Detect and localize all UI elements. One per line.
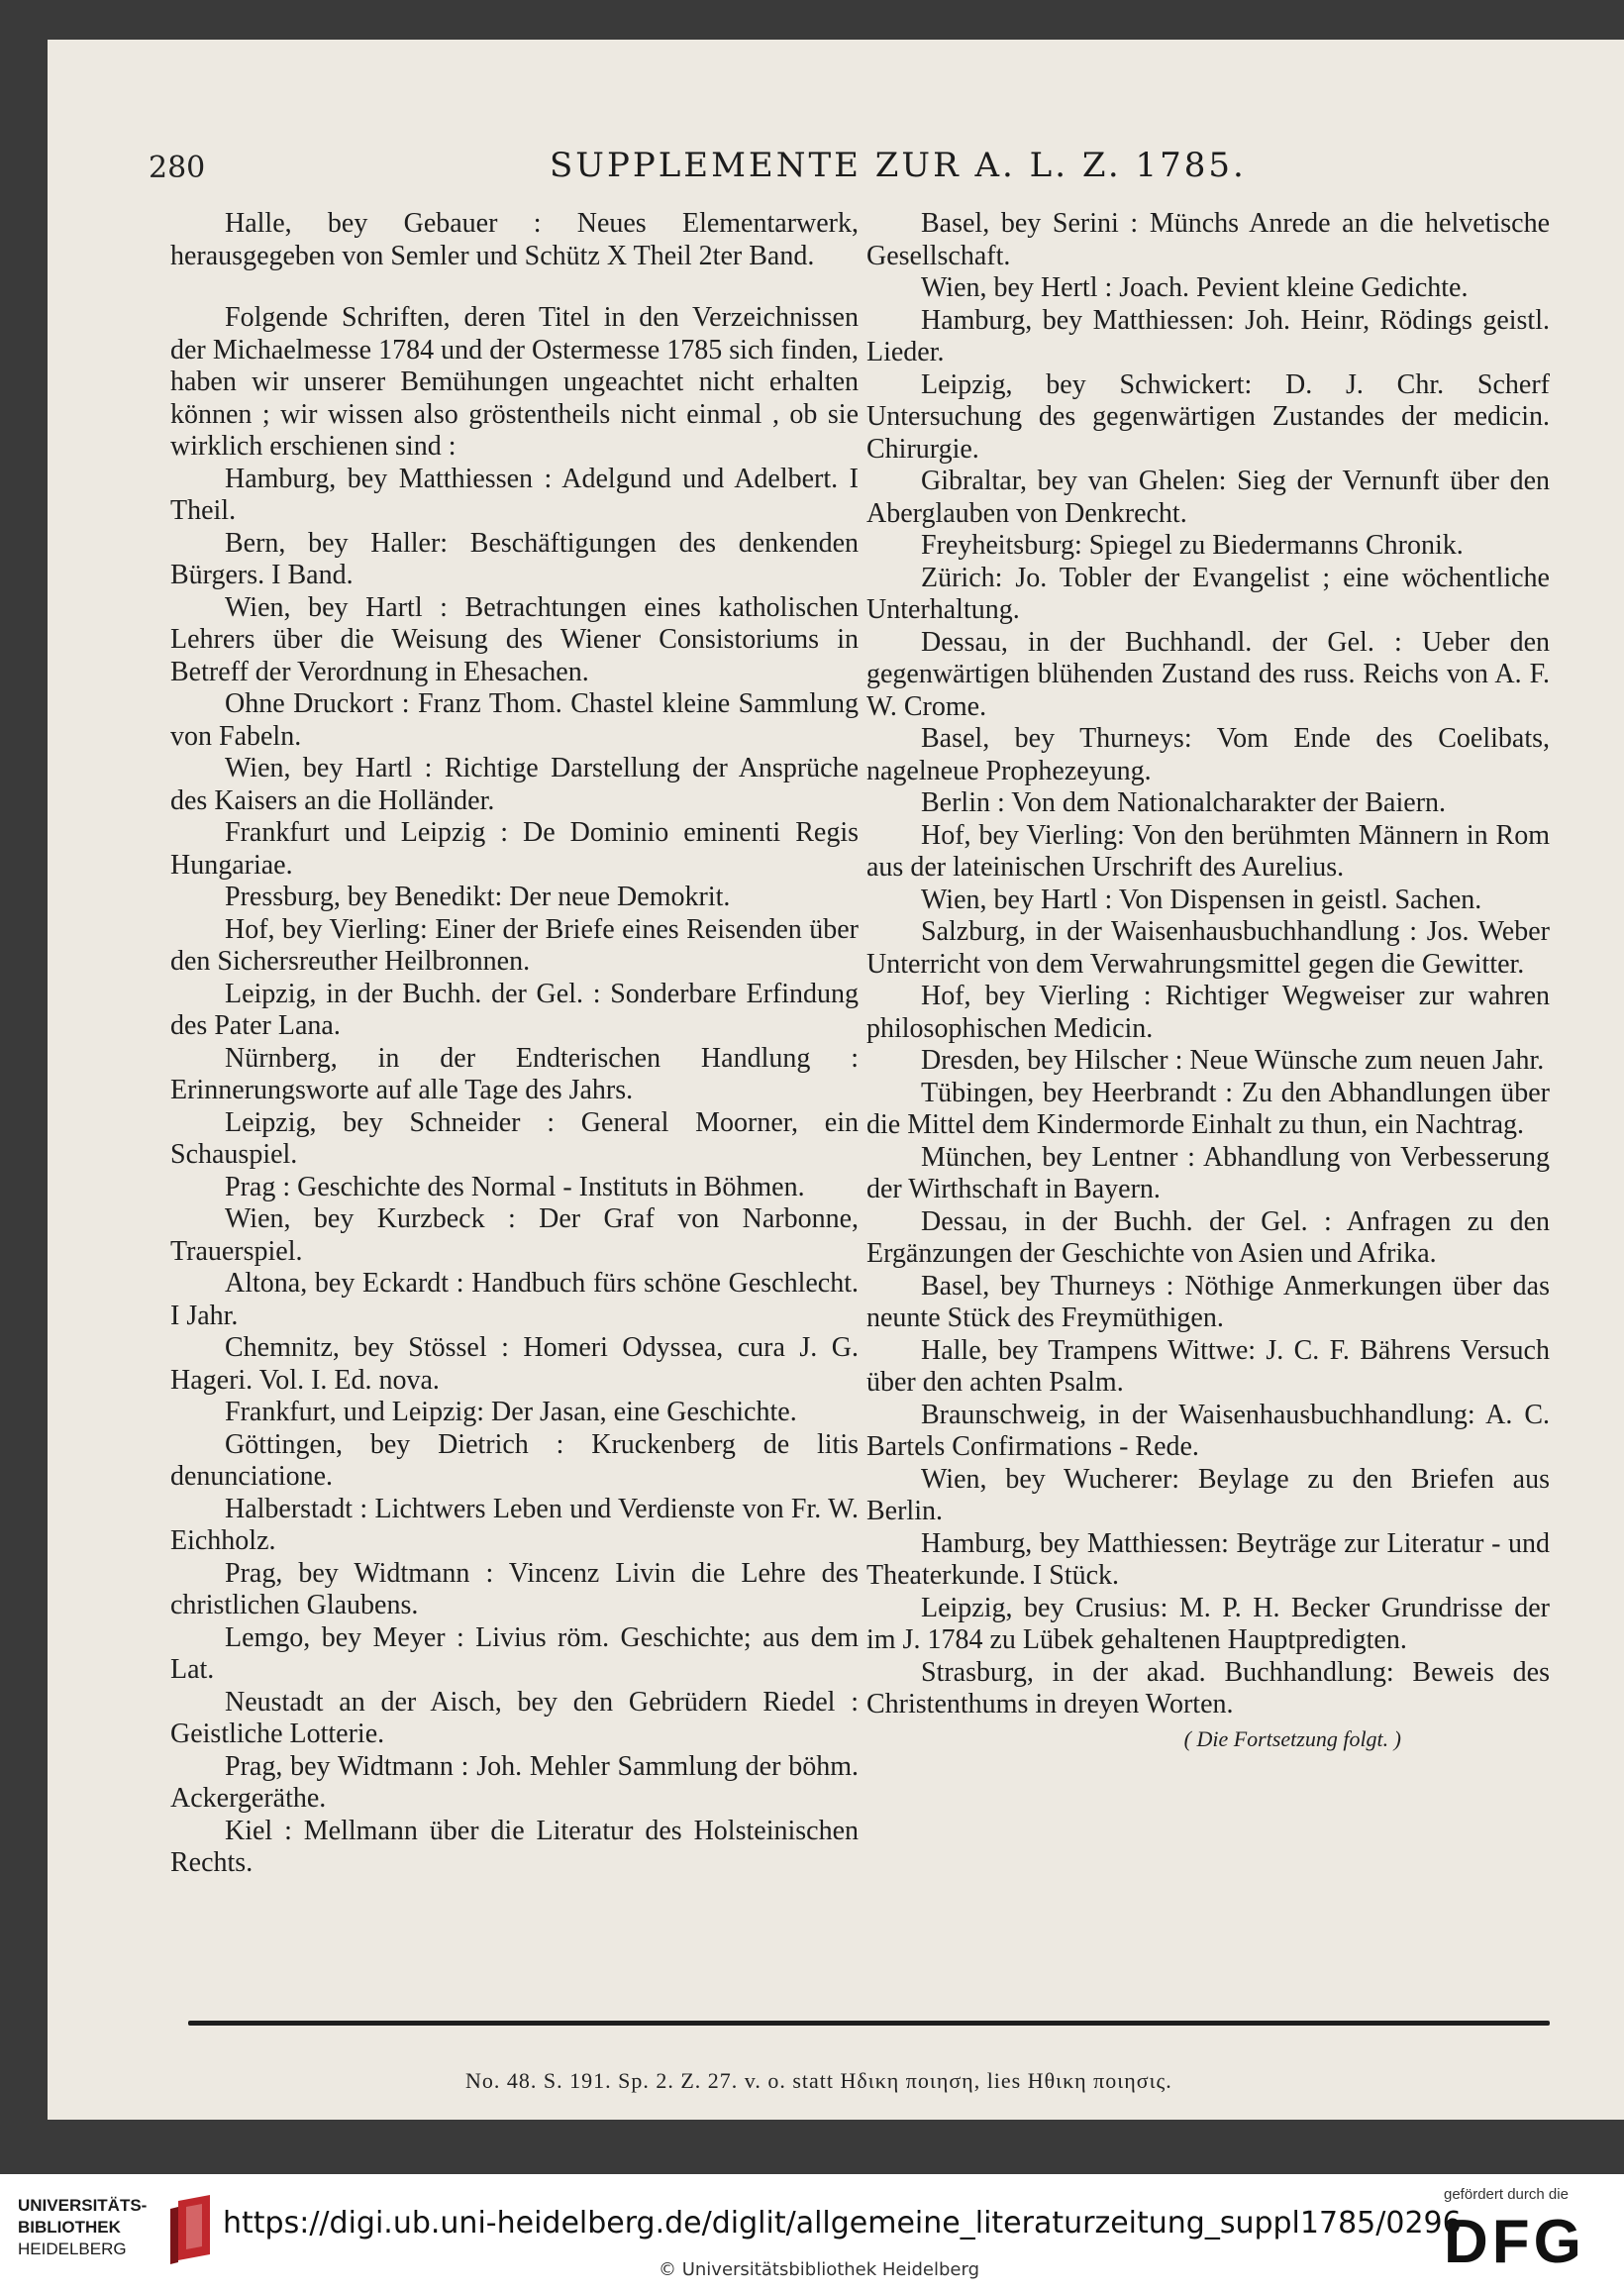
catalog-entry: Wien, bey Kurzbeck : Der Graf von Narbonne, Trauerspiel.: [170, 1203, 859, 1267]
catalog-entry: Wien, bey Hertl : Joach. Pevient kleine Gedichte.: [921, 272, 1469, 303]
catalog-entry: Hof, bey Vierling: Von den berühmten Männern in Rom aus der lateinischen Urschrift des Aurelius.: [866, 819, 1550, 883]
catalog-entry: Tübingen, bey Heerbrandt : Zu den Abhandlungen über die Mittel dem Kindermorde Einhalt zu thun, ein Nachtrag.: [866, 1077, 1550, 1140]
catalog-entry: Leipzig, bey Schwickert: D. J. Chr. Scherf Untersuchung des gegenwärtigen Zustandes der medicin. Chirurgie.: [866, 368, 1550, 465]
right-column: [866, 208, 1550, 1755]
catalog-entry: Braunschweig, in der Waisenhausbuchhandlung: A. C. Bartels Confirmations - Rede.: [866, 1399, 1550, 1462]
catalog-entry: Nürnberg, in der Endterischen Handlung : Erinnerungsworte auf alle Tage des Jahrs.: [170, 1042, 859, 1105]
catalog-entry: Halle, bey Gebauer : Neues Elementarwerk, herausgegeben von Semler und Schütz X Theil 2ter Band.: [170, 208, 859, 271]
running-head: SUPPLEMENTE ZUR A. L. Z. 1785.: [550, 146, 1247, 185]
catalog-entry: Hamburg, bey Matthiessen: Joh. Heinr, Rödings geistl. Lieder.: [866, 304, 1550, 367]
catalog-entry: Halle, bey Trampens Wittwe: J. C. F. Bährens Versuch über den achten Psalm.: [866, 1334, 1550, 1398]
catalog-entry: Dresden, bey Hilscher : Neue Wünsche zum neuen Jahr.: [921, 1045, 1545, 1076]
catalog-entry: Basel, bey Thurneys: Vom Ende des Coelibats, nagelneue Prophezeyung.: [866, 723, 1550, 786]
catalog-entry: Hamburg, bey Matthiessen: Beyträge zur Literatur - und Theaterkunde. I Stück.: [866, 1527, 1550, 1591]
catalog-entry: Gibraltar, bey van Ghelen: Sieg der Vernunft über den Aberglauben von Denkrecht.: [866, 466, 1550, 529]
copyright-text: © Universitätsbibliothek Heidelberg: [659, 2259, 980, 2280]
catalog-entry: Folgende Schriften, deren Titel in den Verzeichnissen der Michaelmesse 1784 und der Ostermesse 1785 sich finden, haben wir unserer Bemühungen ungeachtet nicht erhalten können ; wir wissen also gröstentheils nicht einmal , ob sie wirklich erschienen sind :: [170, 302, 859, 462]
library-emblem-icon: [166, 2193, 224, 2264]
erratum-note: No. 48. S. 191. Sp. 2. Z. 27. v. o. statt Ηδικη ποιηση, lies Ηθικη ποιησις.: [465, 2068, 1172, 2093]
library-name: UNIVERSITÄTS-BIBLIOTHEK: [18, 2196, 148, 2237]
catalog-entry: Zürich: Jo. Tobler der Evangelist ; eine wöchentliche Unterhaltung.: [866, 562, 1550, 625]
catalog-entry: Wien, bey Wucherer: Beylage zu den Briefen aus Berlin.: [866, 1463, 1550, 1526]
catalog-entry: Leipzig, bey Crusius: M. P. H. Becker Grundrisse der im J. 1784 zu Lübek gehaltenen Hauptpredigten.: [866, 1592, 1550, 1655]
catalog-entry: Dessau, in der Buchh. der Gel. : Anfragen zu den Ergänzungen der Geschichte von Asien und Afrika.: [866, 1205, 1550, 1269]
catalog-entry: Prag, bey Widtmann : Vincenz Livin die Lehre des christlichen Glaubens.: [170, 1557, 859, 1620]
catalog-entry: Wien, bey Hartl : Betrachtungen eines katholischen Lehrers über die Weisung des Wiener Consistoriums in Betreff der Verordnung in Ehesachen.: [170, 591, 859, 687]
catalog-entry: Bern, bey Haller: Beschäftigungen des denkenden Bürgers. I Band.: [170, 527, 859, 590]
catalog-entry: Neustadt an der Aisch, bey den Gebrüdern Riedel : Geistliche Lotterie.: [170, 1686, 859, 1749]
viewer-footer: [0, 2174, 1624, 2293]
permalink-url[interactable]: https://digi.ub.uni-heidelberg.de/diglit/allgemeine_literaturzeitung_suppl1785/0296: [223, 2206, 1462, 2241]
catalog-entry: Hof, bey Vierling : Richtiger Wegweiser zur wahren philosophischen Medicin.: [866, 981, 1550, 1044]
dfg-logo: DFG: [1444, 2208, 1585, 2276]
catalog-entry: Ohne Druckort : Franz Thom. Chastel kleine Sammlung von Fabeln.: [170, 688, 859, 752]
library-city: HEIDELBERG: [18, 2240, 127, 2258]
catalog-entry: Leipzig, in der Buchh. der Gel. : Sonderbare Erfindung des Pater Lana.: [170, 978, 859, 1041]
funding-label: gefördert durch die: [1444, 2186, 1569, 2203]
catalog-entry: Salzburg, in der Waisenhausbuchhandlung : Jos. Weber Unterricht von dem Verwahrungsmittel gegen die Gewitter.: [866, 916, 1550, 980]
catalog-entry: Berlin : Von dem Nationalcharakter der Baiern.: [921, 787, 1447, 818]
catalog-entry: Dessau, in der Buchhandl. der Gel. : Ueber den gegenwärtigen blühenden Zustand des russ. Reichs von A. F. W. Crome.: [866, 626, 1550, 722]
catalog-entry: Frankfurt und Leipzig : De Dominio eminenti Regis Hungariae.: [170, 817, 859, 881]
catalog-entry: Pressburg, bey Benedikt: Der neue Demokrit.: [225, 882, 731, 912]
catalog-entry: Hof, bey Vierling: Einer der Briefe eines Reisenden über den Sichersreuther Heilbronnen.: [170, 913, 859, 977]
catalog-entry: Lemgo, bey Meyer : Livius röm. Geschichte; aus dem Lat.: [170, 1621, 859, 1685]
page-number: 280: [149, 151, 206, 185]
catalog-entry: München, bey Lentner : Abhandlung von Verbesserung der Wirthschaft in Bayern.: [866, 1141, 1550, 1204]
catalog-entry: Prag, bey Widtmann : Joh. Mehler Sammlung der böhm. Ackergeräthe.: [170, 1750, 859, 1814]
catalog-entry: Chemnitz, bey Stössel : Homeri Odyssea, cura J. G. Hageri. Vol. I. Ed. nova.: [170, 1332, 859, 1396]
catalog-entry: Strasburg, in der akad. Buchhandlung: Beweis des Christenthums in dreyen Worten.: [866, 1656, 1550, 1720]
catalog-entry: Prag : Geschichte des Normal - Instituts in Böhmen.: [225, 1171, 805, 1202]
continuation-note: ( Die Fortsetzung folgt. ): [1183, 1725, 1401, 1751]
catalog-entry: Basel, bey Serini : Münchs Anrede an die helvetische Gesellschaft.: [866, 208, 1550, 271]
catalog-entry: Halberstadt : Lichtwers Leben und Verdienste von Fr. W. Eichholz.: [170, 1493, 859, 1556]
catalog-entry: Wien, bey Hartl : Von Dispensen in geistl. Sachen.: [921, 884, 1482, 915]
catalog-entry: Kiel : Mellmann über die Literatur des Holsteinischen Rechts.: [170, 1815, 859, 1878]
catalog-entry: Freyheitsburg: Spiegel zu Biedermanns Chronik.: [921, 530, 1464, 561]
catalog-entry: Leipzig, bey Schneider : General Moorner, ein Schauspiel.: [170, 1106, 859, 1170]
catalog-entry: Altona, bey Eckardt : Handbuch fürs schöne Geschlecht. I Jahr.: [170, 1268, 859, 1331]
catalog-entry: Basel, bey Thurneys : Nöthige Anmerkungen über das neunte Stück des Freymüthigen.: [866, 1270, 1550, 1333]
left-column: [170, 208, 859, 1880]
catalog-entry: Göttingen, bey Dietrich : Kruckenberg de litis denunciatione.: [170, 1428, 859, 1492]
catalog-entry: Frankfurt, und Leipzig: Der Jasan, eine Geschichte.: [225, 1397, 797, 1427]
catalog-entry: Hamburg, bey Matthiessen : Adelgund und Adelbert. I Theil.: [170, 463, 859, 526]
catalog-entry: Wien, bey Hartl : Richtige Darstellung der Ansprüche des Kaisers an die Holländer.: [170, 753, 859, 816]
library-logo: [18, 2195, 148, 2260]
closing-rule: [188, 2021, 1550, 2026]
